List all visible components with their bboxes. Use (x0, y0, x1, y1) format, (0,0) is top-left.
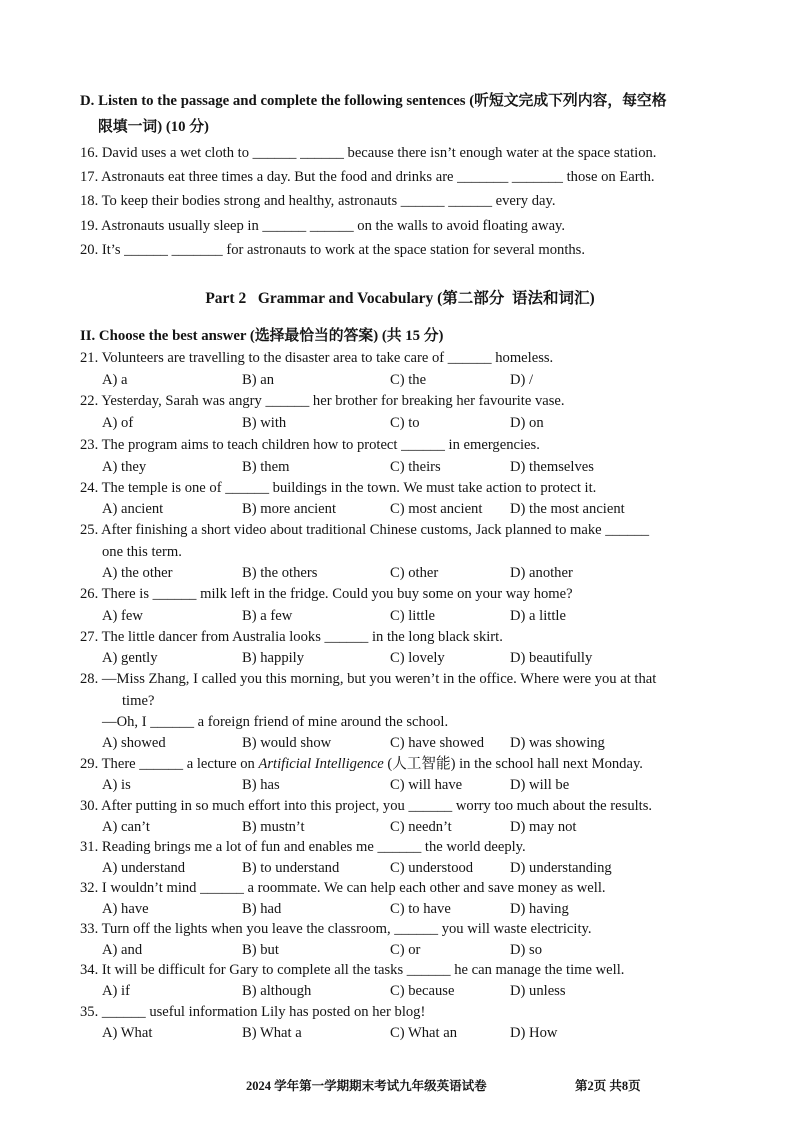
q22-option-b: B) with (242, 415, 287, 431)
q29-option-c: C) will have (390, 777, 463, 793)
q35-option-a: A) What (102, 1025, 153, 1041)
question-31-stem: 31. Reading brings me a lot of fun and enables me ______ the world deeply. (80, 839, 526, 855)
q28-option-b: B) would show (242, 735, 332, 751)
q21-option-d: D) / (510, 372, 534, 388)
q32-option-a: A) have (102, 901, 149, 917)
q29-option-b: B) has (242, 777, 280, 793)
question-26-stem: 26. There is ______ milk left in the fridge. Could you buy some on your way home? (80, 586, 573, 602)
q34-option-d: D) unless (510, 983, 566, 999)
q25-option-d: D) another (510, 565, 573, 581)
question-24-stem: 24. The temple is one of ______ buildings in the town. We must take action to protect it. (80, 480, 597, 496)
q25-option-c: C) other (390, 565, 439, 581)
q27-option-a: A) gently (102, 650, 158, 666)
question-32-stem: 32. I wouldn’t mind ______ a roommate. We can help each other and save money as well. (80, 880, 606, 896)
q23-option-c: C) theirs (390, 459, 441, 475)
q34-option-c: C) because (390, 983, 455, 999)
q22-option-d: D) on (510, 415, 544, 431)
question-16: 16. David uses a wet cloth to ______ ______ because there isn’t enough water at the space station. (80, 145, 657, 161)
q24-option-c: C) most ancient (390, 501, 483, 517)
q25-option-a: A) the other (102, 565, 173, 581)
q27-option-d: D) beautifully (510, 650, 593, 666)
q26-option-d: D) a little (510, 608, 566, 624)
q26-option-a: A) few (102, 608, 143, 624)
footer-page-info: 第2页 共8页 (575, 1079, 641, 1093)
question-27-stem: 27. The little dancer from Australia looks ______ in the long black skirt. (80, 629, 503, 645)
q33-option-b: B) but (242, 942, 279, 958)
q28-option-a: A) showed (102, 735, 166, 751)
question-25-stem-cont: one this term. (102, 544, 182, 560)
q29-option-d: D) will be (510, 777, 570, 793)
q22-option-a: A) of (102, 415, 134, 431)
q24-option-d: D) the most ancient (510, 501, 625, 517)
q21-option-c: C) the (390, 372, 427, 388)
q21-option-a: A) a (102, 372, 128, 388)
question-23-stem: 23. The program aims to teach children how to protect ______ in emergencies. (80, 437, 540, 453)
q24-option-b: B) more ancient (242, 501, 337, 517)
question-35-stem: 35. ______ useful information Lily has posted on her blog! (80, 1004, 426, 1020)
q28-option-c: C) have showed (390, 735, 485, 751)
section-d-title: D. Listen to the passage and complete the following sentences (听短文完成下列内容，每空格 (80, 93, 667, 109)
q29-stem-start: 29. There ______ a lecture on (80, 756, 259, 772)
q31-option-d: D) understanding (510, 860, 612, 876)
q29-option-a: A) is (102, 777, 131, 793)
question-20: 20. It’s ______ _______ for astronauts to work at the space station for several months. (80, 242, 586, 258)
q33-option-a: A) and (102, 942, 143, 958)
q24-option-a: A) ancient (102, 501, 164, 517)
question-33-stem: 33. Turn off the lights when you leave the classroom, ______ you will waste electricity. (80, 921, 592, 937)
question-22-stem: 22. Yesterday, Sarah was angry ______ her brother for breaking her favourite vase. (80, 393, 565, 409)
question-28-stem: 28. —Miss Zhang, I called you this morning, but you weren’t in the office. Where were you at that (80, 671, 657, 687)
q35-option-b: B) What a (242, 1025, 302, 1041)
section-d-title-cont: 限填一词) (10 分) (98, 119, 209, 135)
question-28-reply: —Oh, I ______ a foreign friend of mine around the school. (102, 714, 449, 730)
q31-option-a: A) understand (102, 860, 186, 876)
q32-option-b: B) had (242, 901, 282, 917)
q33-option-d: D) so (510, 942, 543, 958)
question-21-stem: 21. Volunteers are travelling to the disaster area to take care of ______ homeless. (80, 350, 554, 366)
q30-option-d: D) may not (510, 819, 577, 835)
q23-option-d: D) themselves (510, 459, 594, 475)
question-28-stem-cont: time? (122, 693, 155, 709)
question-19: 19. Astronauts usually sleep in ______ ______ on the walls to avoid floating away. (80, 218, 566, 234)
q29-stem-end: (人工智能) in the school hall next Monday. (383, 756, 643, 772)
q35-option-c: C) What an (390, 1025, 458, 1041)
q27-option-b: B) happily (242, 650, 305, 666)
q23-option-a: A) they (102, 459, 147, 475)
question-30-stem: 30. After putting in so much effort into this project, you ______ worry too much about the results. (80, 798, 653, 814)
section-ii-title: II. Choose the best answer (选择最恰当的答案) (共 15 分) (80, 328, 444, 344)
question-25-stem: 25. After finishing a short video about traditional Chinese customs, Jack planned to make ______ (80, 522, 650, 538)
q31-option-b: B) to understand (242, 860, 340, 876)
q29-stem-italic: Artificial Intelligence (258, 756, 384, 772)
q27-option-c: C) lovely (390, 650, 445, 666)
q21-option-b: B) an (242, 372, 275, 388)
q34-option-a: A) if (102, 983, 130, 999)
q23-option-b: B) them (242, 459, 290, 475)
q22-option-c: C) to (390, 415, 420, 431)
footer-exam-title: 2024 学年第一学期期末考试九年级英语试卷 (246, 1079, 487, 1093)
question-29-stem (80, 755, 643, 773)
question-34-stem: 34. It will be difficult for Gary to complete all the tasks ______ he can manage the time well. (80, 962, 625, 978)
q35-option-d: D) How (510, 1025, 558, 1041)
q34-option-b: B) although (242, 983, 312, 999)
q31-option-c: C) understood (390, 860, 474, 876)
q30-option-c: C) needn’t (390, 819, 452, 835)
question-18: 18. To keep their bodies strong and healthy, astronauts ______ ______ every day. (80, 193, 556, 209)
q32-option-c: C) to have (390, 901, 451, 917)
q25-option-b: B) the others (242, 565, 318, 581)
q26-option-c: C) little (390, 608, 435, 624)
q28-option-d: D) was showing (510, 735, 605, 751)
q30-option-b: B) mustn’t (242, 819, 305, 835)
q32-option-d: D) having (510, 901, 569, 917)
q33-option-c: C) or (390, 942, 421, 958)
part-2-title: Part 2 Grammar and Vocabulary (第二部分 语法和词汇) (205, 290, 595, 307)
question-17: 17. Astronauts eat three times a day. But the food and drinks are _______ _______ those on Earth. (80, 169, 655, 185)
q30-option-a: A) can’t (102, 819, 150, 835)
q26-option-b: B) a few (242, 608, 293, 624)
